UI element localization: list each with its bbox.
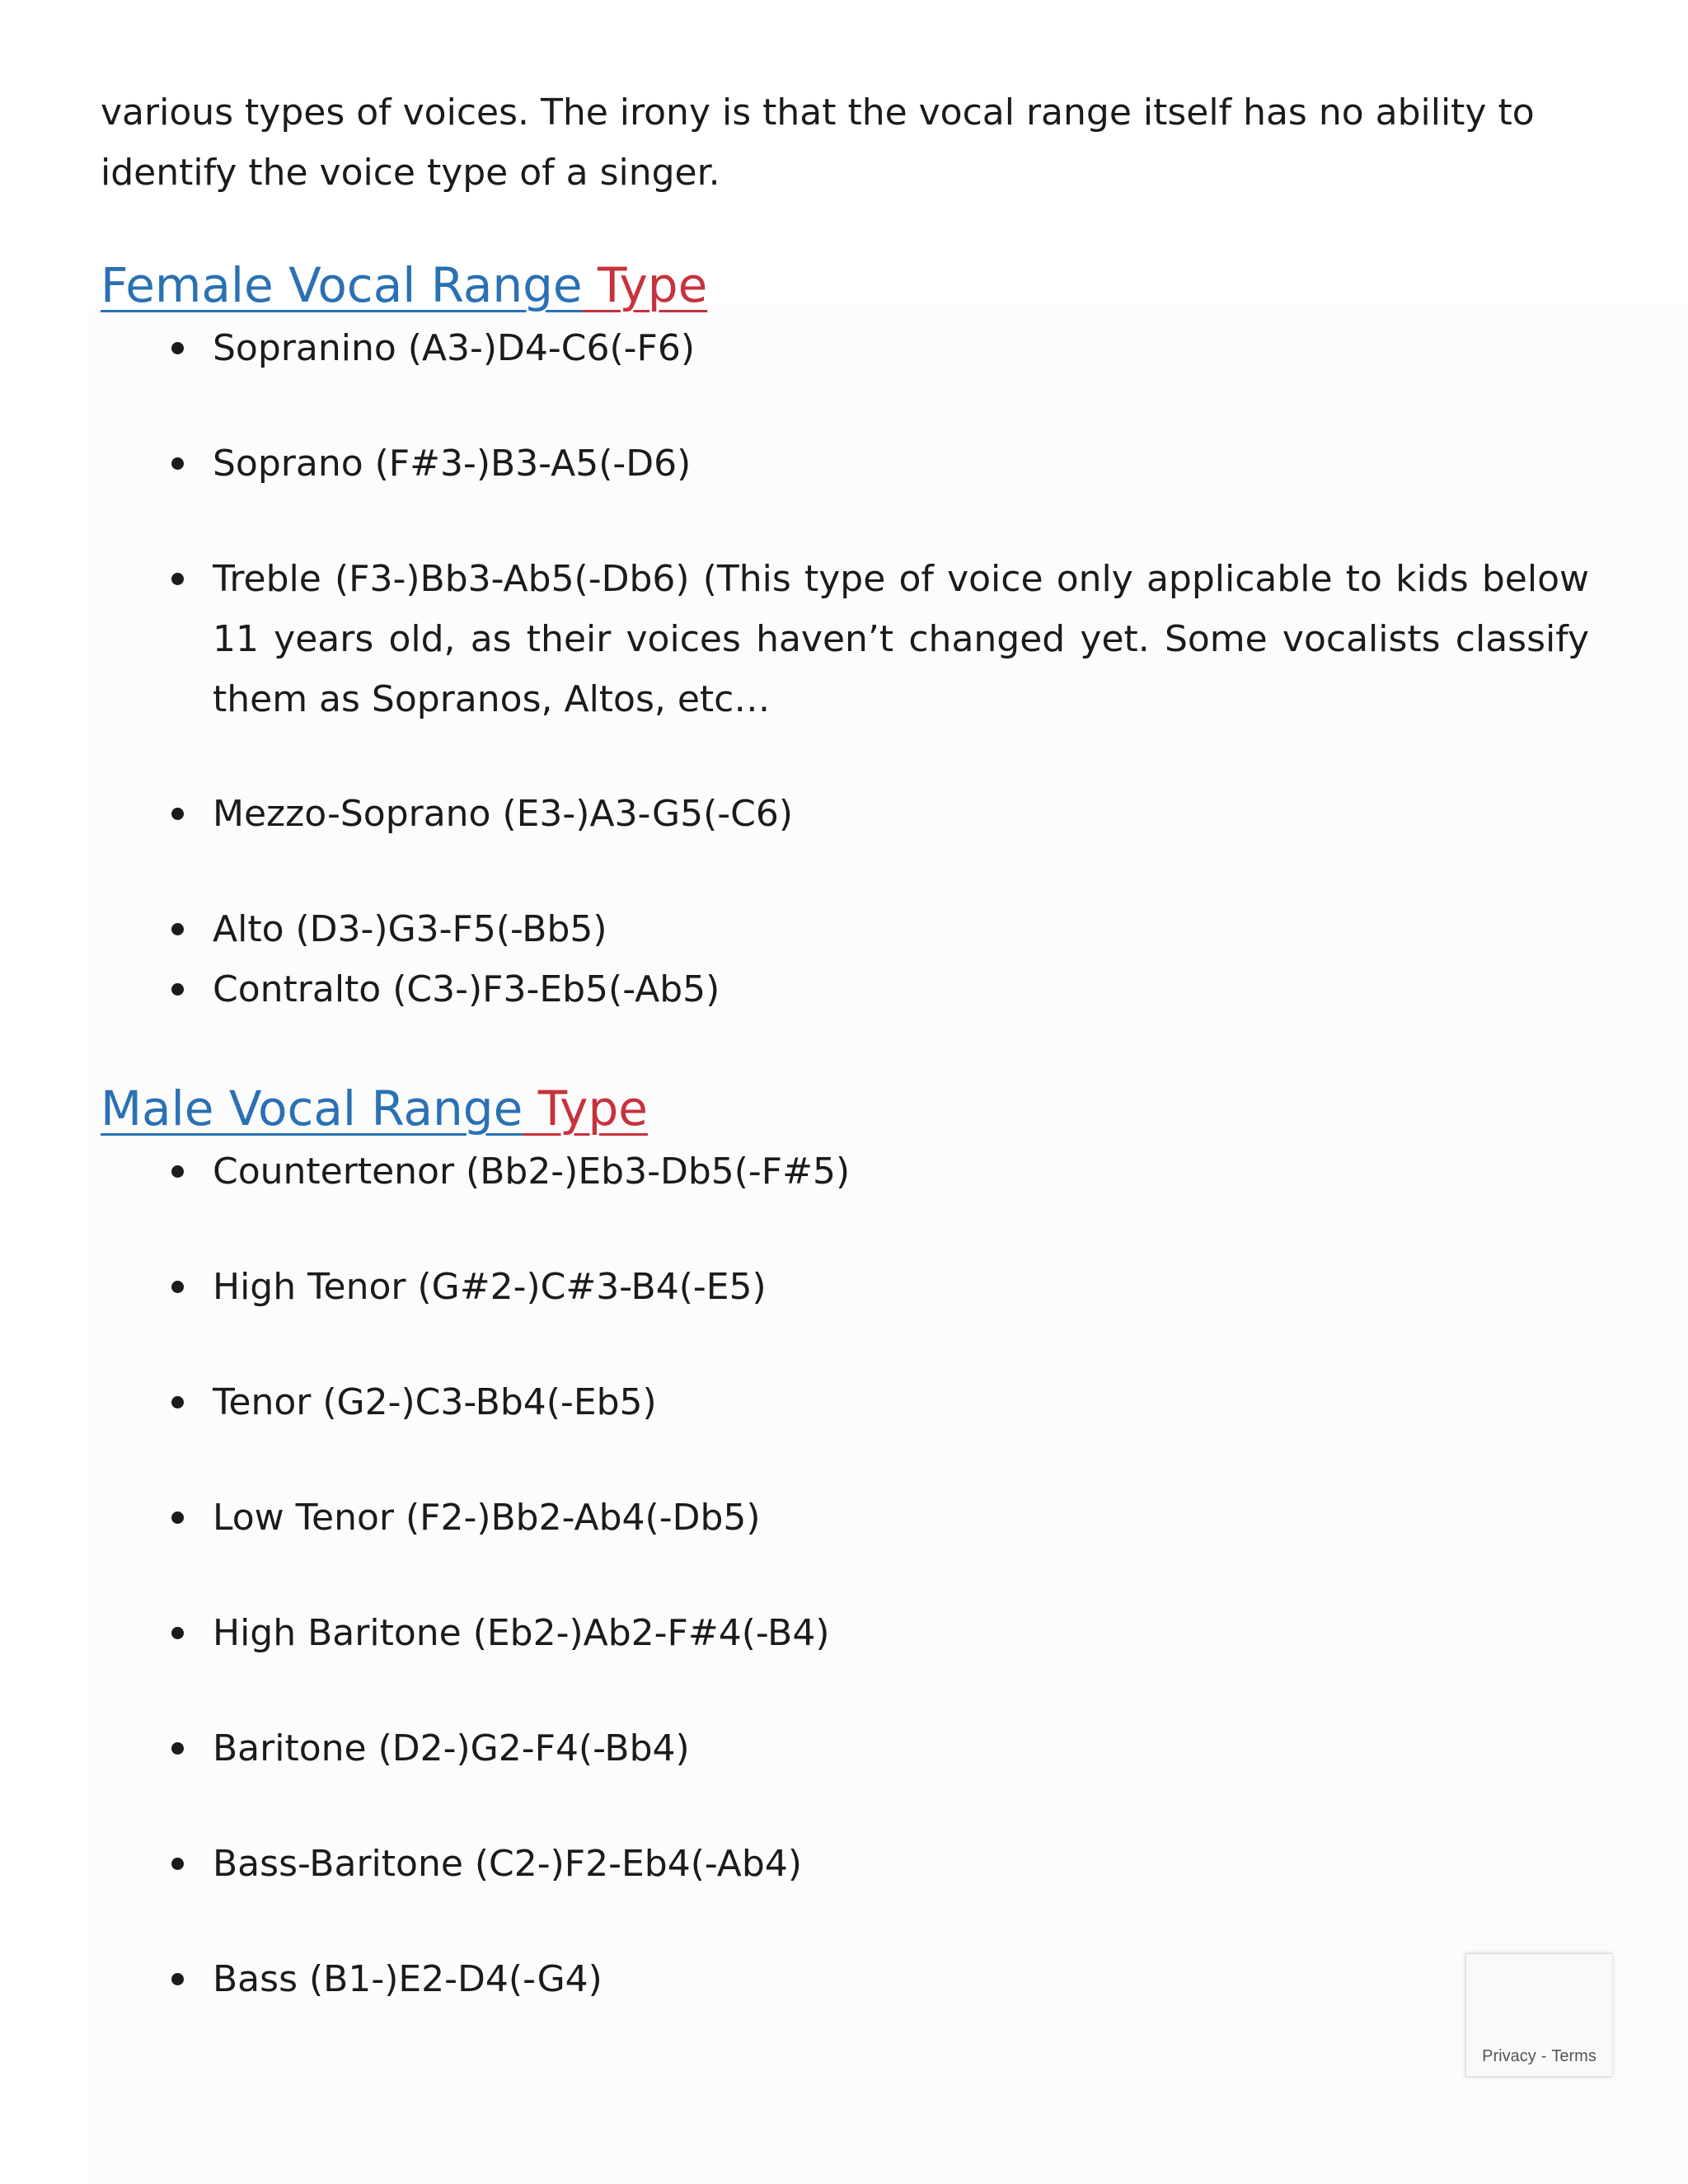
- list-item: [101, 1949, 1589, 2009]
- recaptcha-separator: -: [1540, 2047, 1547, 2065]
- bullet-icon: [171, 1858, 184, 1870]
- list-item: [101, 959, 1589, 1019]
- list-item: [101, 1372, 1589, 1432]
- list-item-text: Bass (B1-)E2-D4(-G4): [213, 1958, 603, 2000]
- bullet-icon: [171, 1742, 184, 1755]
- list-item: [101, 1488, 1589, 1548]
- list-item: [101, 1834, 1589, 1894]
- list-item-text: High Baritone (Eb2-)Ab2-F#4(-B4): [213, 1612, 830, 1654]
- male-heading-accent[interactable]: Type: [523, 1080, 648, 1137]
- male-heading-link[interactable]: Male Vocal Range: [101, 1080, 523, 1137]
- bullet-icon: [171, 1165, 184, 1178]
- terms-link[interactable]: Terms: [1551, 2047, 1597, 2065]
- list-item-text: Low Tenor (F2-)Bb2-Ab4(-Db5): [213, 1497, 761, 1539]
- list-item-text: Countertenor (Bb2-)Eb3-Db5(-F#5): [213, 1151, 851, 1193]
- female-range-heading[interactable]: [101, 252, 1589, 318]
- bullet-icon: [171, 1396, 184, 1408]
- list-item-text: Baritone (D2-)G2-F4(-Bb4): [213, 1727, 690, 1769]
- list-item: [101, 434, 1589, 494]
- male-range-heading[interactable]: [101, 1076, 1589, 1141]
- list-item-text: Soprano (F#3-)B3-A5(-D6): [213, 443, 692, 485]
- list-item-text: Contralto (C3-)F3-Eb5(-Ab5): [213, 968, 720, 1010]
- list-item-text: Sopranino (A3-)D4-C6(-F6): [213, 327, 696, 369]
- article-content: [101, 82, 1589, 2009]
- list-item-text: Treble (F3-)Bb3-Ab5(-Db6) (This type of voice only applicable to kids below 11 years old, as their voices haven’t changed yet. Some vocalists classify them as Sopranos, Altos, etc…: [213, 558, 1589, 720]
- list-item: [101, 784, 1589, 844]
- bullet-icon: [171, 1973, 184, 1985]
- list-item: [101, 899, 1589, 959]
- bullet-icon: [171, 808, 184, 820]
- recaptcha-badge[interactable]: [1465, 1953, 1612, 2077]
- bullet-icon: [171, 1281, 184, 1293]
- bullet-icon: [171, 983, 184, 996]
- list-item-text: Mezzo-Soprano (E3-)A3-G5(-C6): [213, 793, 794, 835]
- bullet-icon: [171, 1511, 184, 1524]
- bullet-icon: [171, 573, 184, 585]
- list-item: [101, 549, 1589, 729]
- privacy-link[interactable]: Privacy: [1482, 2047, 1536, 2065]
- bullet-icon: [171, 1627, 184, 1639]
- list-item: [101, 318, 1589, 378]
- recaptcha-links: [1466, 2047, 1612, 2066]
- bullet-icon: [171, 457, 184, 470]
- bullet-icon: [171, 342, 184, 354]
- list-item: [101, 1718, 1589, 1779]
- list-item-text: High Tenor (G#2-)C#3-B4(-E5): [213, 1266, 767, 1308]
- female-heading-link[interactable]: Female Vocal Range: [101, 257, 583, 313]
- list-item-text: Alto (D3-)G3-F5(-Bb5): [213, 908, 607, 950]
- intro-paragraph: various types of voices. The irony is that the vocal range itself has no ability to identify the voice type of a singer.: [101, 91, 1535, 194]
- bullet-icon: [171, 923, 184, 935]
- list-item-text: Tenor (G2-)C3-Bb4(-Eb5): [213, 1381, 657, 1423]
- female-range-list: [101, 318, 1589, 1019]
- list-item: [101, 1141, 1589, 1202]
- list-item-text: Bass-Baritone (C2-)F2-Eb4(-Ab4): [213, 1843, 802, 1885]
- male-range-list: [101, 1141, 1589, 2009]
- female-heading-accent[interactable]: Type: [582, 257, 708, 313]
- list-item: [101, 1257, 1589, 1317]
- list-item: [101, 1603, 1589, 1663]
